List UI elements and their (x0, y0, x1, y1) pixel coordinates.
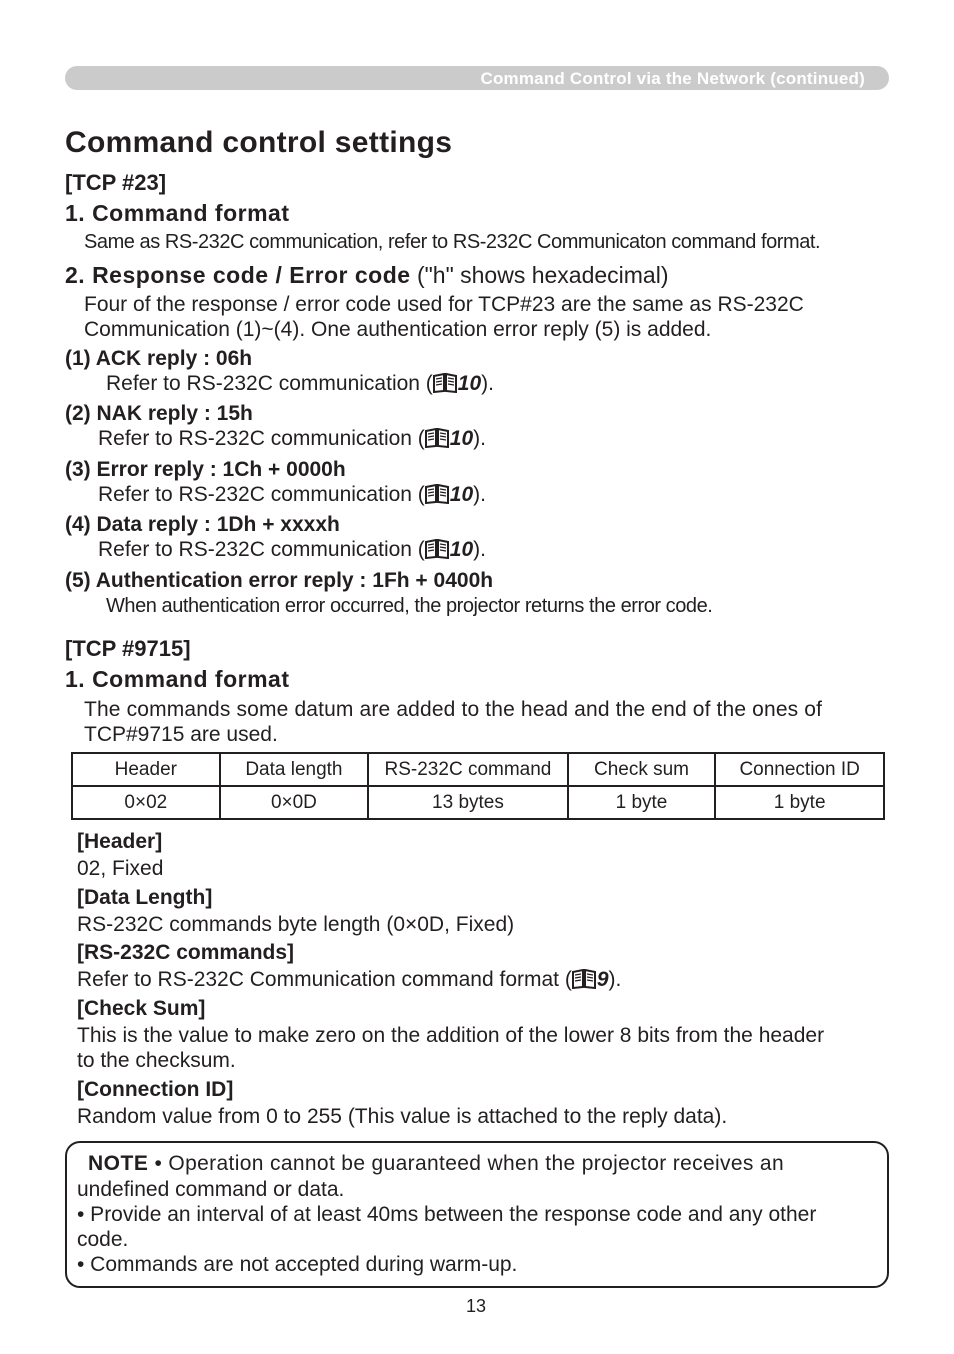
table-header-row (72, 753, 884, 786)
note-line2: undefined command or data. (77, 1178, 345, 1201)
ack-reply-text: Refer to RS-232C communication ( 10). (106, 372, 494, 395)
hex-note: ("h" shows hexadecimal) (410, 262, 669, 288)
book-reference-icon (572, 969, 596, 989)
table-cell: 13 bytes (368, 786, 567, 819)
field-connection-id-label: [Connection ID] (77, 1078, 234, 1101)
ack-reply-label: (1) ACK reply : 06h (65, 347, 253, 370)
book-reference-icon (425, 484, 449, 504)
page-number: 13 (466, 1296, 487, 1316)
book-reference-icon (425, 539, 449, 559)
auth-error-reply-text: When authentication error occurred, the projector returns the error code. (106, 595, 713, 617)
table-header-cell: Data length (220, 753, 369, 786)
tcp23-response-line2: Communication (1)~(4). One authentication error reply (5) is added. (84, 318, 712, 341)
tcp23-response-heading (65, 262, 669, 289)
page-ref-number[interactable]: 9 (596, 968, 609, 991)
auth-error-reply-label: (5) Authentication error reply : 1Fh + 0400h (65, 569, 494, 592)
book-reference-icon (425, 428, 449, 448)
table-cell: 1 byte (568, 786, 716, 819)
data-reply-text: Refer to RS-232C communication ( 10). (98, 538, 486, 561)
note-line3: • Provide an interval of at least 40ms between the response code and any other (77, 1203, 817, 1226)
note-label: NOTE (88, 1152, 149, 1175)
page-ref-number[interactable]: 10 (449, 538, 474, 561)
table-cell: 1 byte (715, 786, 884, 819)
tcp23-command-format-heading: 1. Command format (65, 200, 290, 226)
tcp23-response-line1: Four of the response / error code used for TCP#23 are the same as RS-232C (84, 293, 804, 316)
running-header-bar (65, 66, 889, 90)
page-ref-number[interactable]: 10 (457, 372, 482, 395)
note-line5: • Commands are not accepted during warm-up. (77, 1253, 518, 1276)
tcp23-command-format-text: Same as RS-232C communication, refer to RS-232C Communicaton command format. (84, 231, 821, 253)
table-header-cell: Connection ID (715, 753, 884, 786)
command-format-table (71, 752, 885, 820)
tcp9715-heading: [TCP #9715] (65, 636, 191, 661)
table-row (72, 786, 884, 819)
field-rs232c-label: [RS-232C commands] (77, 941, 295, 964)
data-reply-label: (4) Data reply : 1Dh + xxxxh (65, 513, 340, 536)
error-reply-text: Refer to RS-232C communication ( 10). (98, 483, 486, 506)
tcp9715-command-format-heading: 1. Command format (65, 666, 290, 692)
note-line4: code. (77, 1228, 129, 1251)
nak-reply-label: (2) NAK reply : 15h (65, 402, 253, 425)
tcp9715-format-line1: The commands some datum are added to the head and the end of the ones of (84, 698, 823, 721)
page-title: Command control settings (65, 126, 453, 159)
field-check-sum-line1: This is the value to make zero on the addition of the lower 8 bits from the header (77, 1024, 825, 1047)
field-check-sum-line2: to the checksum. (77, 1049, 236, 1072)
field-data-length-label: [Data Length] (77, 886, 213, 909)
table-cell: 0×02 (72, 786, 220, 819)
field-check-sum-label: [Check Sum] (77, 997, 206, 1020)
tcp23-heading: [TCP #23] (65, 170, 167, 195)
field-rs232c-text: Refer to RS-232C Communication command format ( 9). (77, 968, 622, 991)
field-header-text: 02, Fixed (77, 857, 164, 880)
table-header-cell: RS-232C command (368, 753, 567, 786)
tcp9715-format-line2: TCP#9715 are used. (84, 723, 278, 746)
nak-reply-text: Refer to RS-232C communication ( 10). (98, 427, 486, 450)
book-reference-icon (433, 373, 457, 393)
running-header-title: Command Control via the Network (continued) (480, 69, 865, 88)
table-header-cell: Check sum (568, 753, 716, 786)
response-heading-text: 2. Response code / Error code (65, 262, 411, 288)
table-cell: 0×0D (220, 786, 369, 819)
error-reply-label: (3) Error reply : 1Ch + 0000h (65, 458, 346, 481)
page-ref-number[interactable]: 10 (449, 427, 474, 450)
field-header-label: [Header] (77, 830, 163, 853)
note-line1: NOTE • Operation cannot be guaranteed when the projector receives an (88, 1152, 784, 1175)
field-connection-id-text: Random value from 0 to 255 (This value is attached to the reply data). (77, 1105, 728, 1128)
field-data-length-text: RS-232C commands byte length (0×0D, Fixed) (77, 913, 515, 936)
page-ref-number[interactable]: 10 (449, 483, 474, 506)
table-header-cell: Header (72, 753, 220, 786)
